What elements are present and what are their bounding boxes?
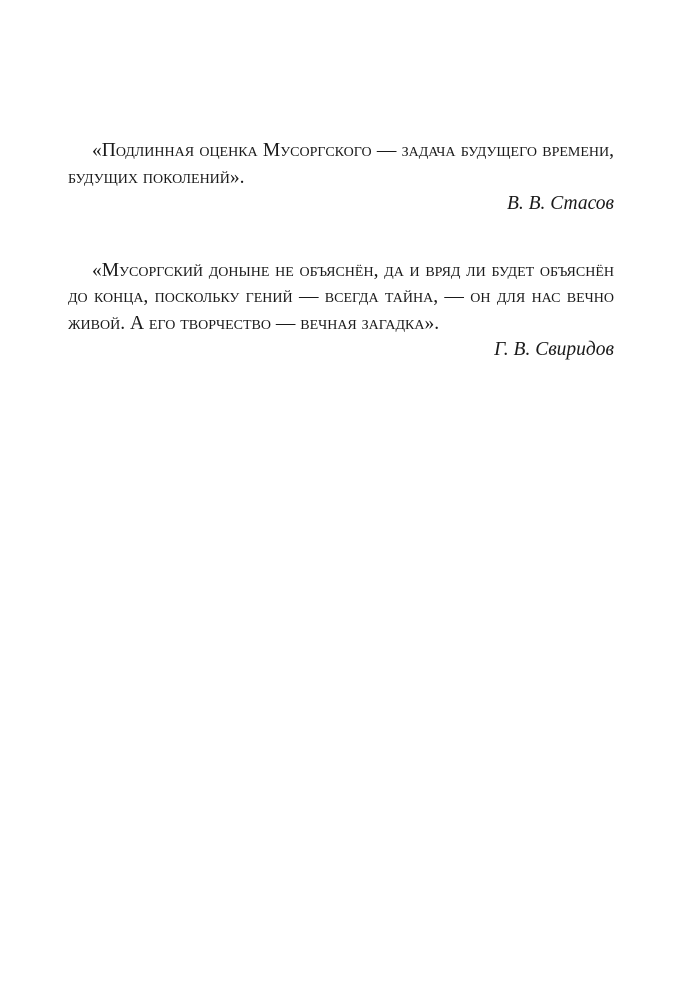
quote-text: «Мусоргский доныне не объяснён, да и вряд ли будет объяснён до конца, поскольку гений — всегда тайна, — он для нас вечно живой. А его творчество — вечная загадка». [68,259,614,334]
quote-author: Г. В. Свиридов [494,339,614,360]
epigraph-page [68,138,614,364]
quote-author: В. В. Стасов [506,193,614,214]
epigraph-stasov [68,138,614,218]
epigraph-sviridov [68,258,614,364]
quote-text: «Подлинная оценка Мусоргского — задача будущего времени, будущих поколений». [68,140,614,188]
